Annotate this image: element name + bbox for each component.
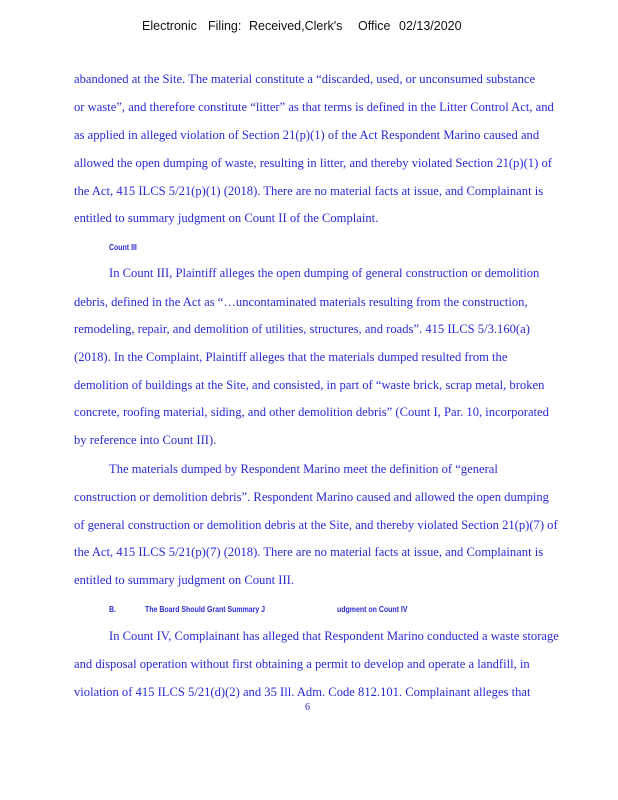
body-line: entitled to summary judgment on Count II of the Complaint. xyxy=(74,211,379,225)
body-line: violation of 415 ILCS 5/21(d)(2) and 35 Ill. Adm. Code 812.101. Complainant alleges that xyxy=(74,685,531,699)
header-office: Office xyxy=(358,19,391,33)
body-line: entitled to summary judgment on Count III. xyxy=(74,573,295,587)
body-line: In Count III, Plaintiff alleges the open dumping of general construction or demolition xyxy=(109,266,540,280)
section-b-title-part2: udgment on Count IV xyxy=(337,604,408,614)
section-b-title-part1: The Board Should Grant Summary J xyxy=(145,604,266,614)
header-received: Received,Clerk's xyxy=(249,19,343,33)
body-line: demolition of buildings at the Site, and consisted, in part of “waste brick, scrap metal, broken xyxy=(74,378,545,392)
body-line: (2018). In the Complaint, Plaintiff alleges that the materials dumped resulted from the xyxy=(74,350,508,364)
body-line: by reference into Count III). xyxy=(74,433,217,447)
section-b-letter: B. xyxy=(109,604,116,614)
body-line: debris, defined in the Act as “…uncontaminated materials resulting from the construction, xyxy=(74,295,528,309)
body-line: allowed the open dumping of waste, resulting in litter, and thereby violated Section 21(p)(1) of xyxy=(74,156,552,170)
body-line: In Count IV, Complainant has alleged that Respondent Marino conducted a waste storage xyxy=(109,629,559,643)
page-number: 6 xyxy=(305,702,310,713)
body-line: concrete, roofing material, siding, and other demolition debris” (Count I, Par. 10, incorporated xyxy=(74,405,549,419)
body-line: as applied in alleged violation of Section 21(p)(1) of the Act Respondent Marino caused and xyxy=(74,128,540,142)
header-date: 02/13/2020 xyxy=(399,19,462,33)
body-line: the Act, 415 ILCS 5/21(p)(1) (2018). There are no material facts at issue, and Complainant is xyxy=(74,184,544,198)
body-line: or waste”, and therefore constitute “litter” as that terms is defined in the Litter Control Act, and xyxy=(74,100,554,114)
body-line: construction or demolition debris”. Respondent Marino caused and allowed the open dumping xyxy=(74,490,549,504)
body-line: and disposal operation without first obtaining a permit to develop and operate a landfill, in xyxy=(74,657,530,671)
header-filing: Filing: xyxy=(208,19,242,33)
body-line: abandoned at the Site. The material constitute a “discarded, used, or unconsumed substance xyxy=(74,72,536,86)
body-line: The materials dumped by Respondent Marino meet the definition of “general xyxy=(109,462,498,476)
header-electronic: Electronic xyxy=(142,19,197,33)
count-iii-heading: Count III xyxy=(109,242,137,252)
body-line: of general construction or demolition debris at the Site, and thereby violated Section 21(p)(7) of xyxy=(74,518,558,532)
body-line: remodeling, repair, and demolition of utilities, structures, and roads”. 415 ILCS 5/3.160(a) xyxy=(74,322,530,336)
body-line: the Act, 415 ILCS 5/21(p)(7) (2018). There are no material facts at issue, and Complainant is xyxy=(74,545,544,559)
